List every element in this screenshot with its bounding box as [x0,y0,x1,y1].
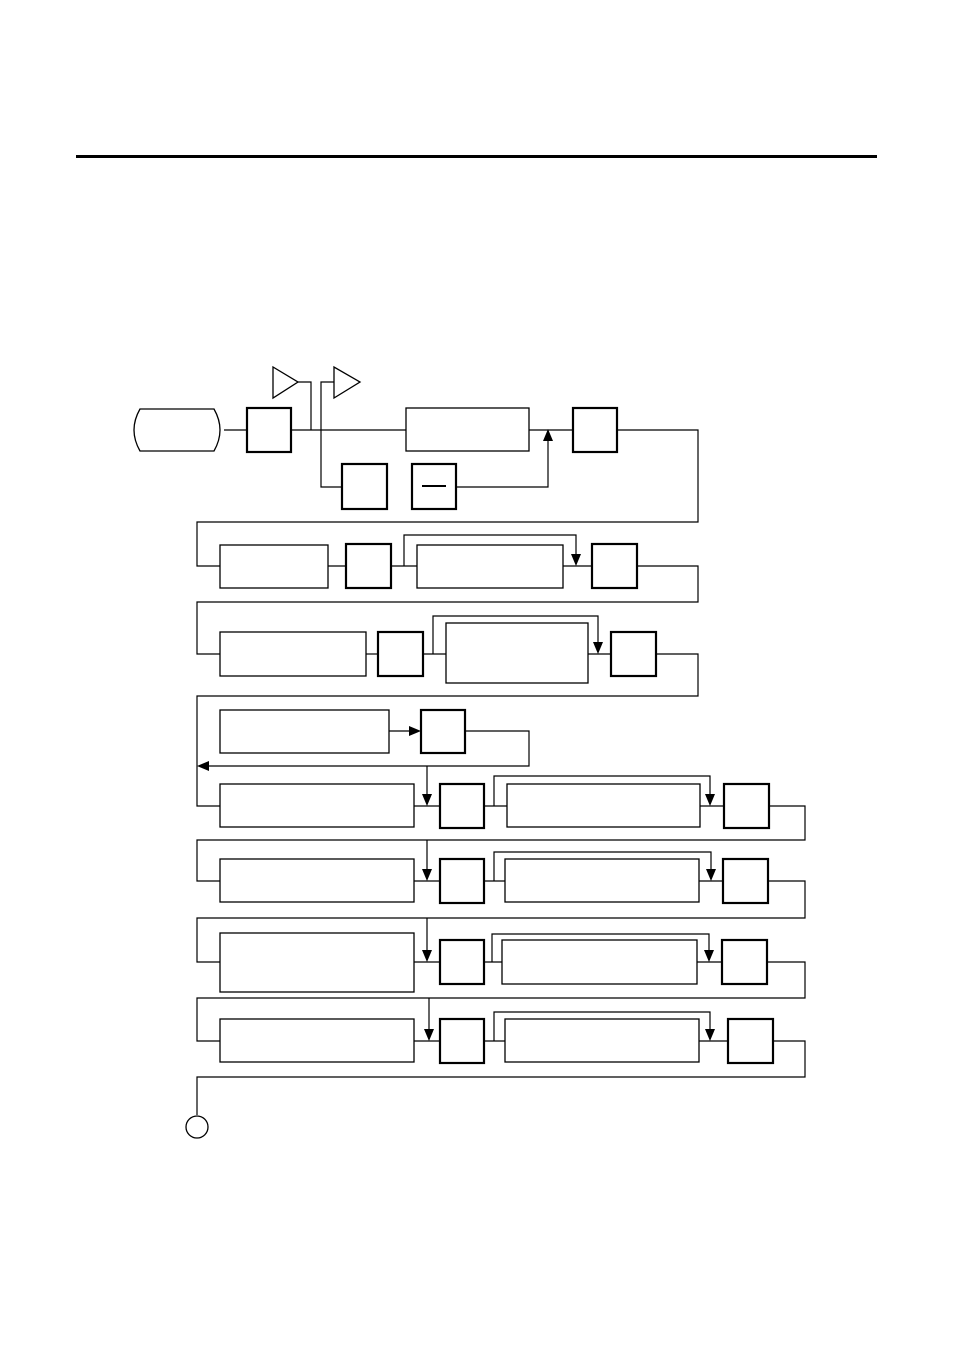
key-box [440,784,484,828]
arrowhead [197,761,209,771]
key-box [342,464,387,509]
triangle-marker [334,367,360,398]
key-box [573,408,617,452]
arrowhead [424,1029,434,1041]
arrowhead [409,726,421,736]
triangle-marker [273,367,298,398]
edge [321,382,342,487]
key-box [724,784,769,828]
process-box [220,859,414,902]
key-box [346,544,391,588]
arrowhead [422,794,432,806]
process-box [505,859,699,902]
arrowhead [422,950,432,962]
process-box [406,408,529,451]
key-box [611,632,656,676]
arrowhead [704,950,714,962]
start-terminal [134,409,220,451]
process-box [220,710,389,753]
key-box [421,710,465,753]
process-box [220,784,414,827]
key-box [247,408,291,452]
key-box [592,544,637,588]
process-box [417,545,563,588]
arrowhead [543,429,553,441]
process-box [220,545,328,588]
arrowhead [422,869,432,881]
key-box [440,940,484,984]
process-box [507,784,700,827]
arrowhead [705,794,715,806]
arrowhead [571,554,581,566]
process-box [505,1019,699,1062]
process-box [502,940,697,984]
process-box [446,623,588,683]
process-box [220,1019,414,1062]
edge [298,382,311,430]
arrowhead [705,1029,715,1041]
arrowhead [706,869,716,881]
key-box [440,859,484,903]
key-box [378,632,423,676]
arrowhead [593,642,603,654]
end-connector [186,1116,208,1138]
process-box [220,933,414,992]
key-box [728,1019,773,1063]
key-box [722,940,767,984]
key-box [723,859,768,903]
key-box [440,1019,484,1063]
process-box [220,632,366,676]
